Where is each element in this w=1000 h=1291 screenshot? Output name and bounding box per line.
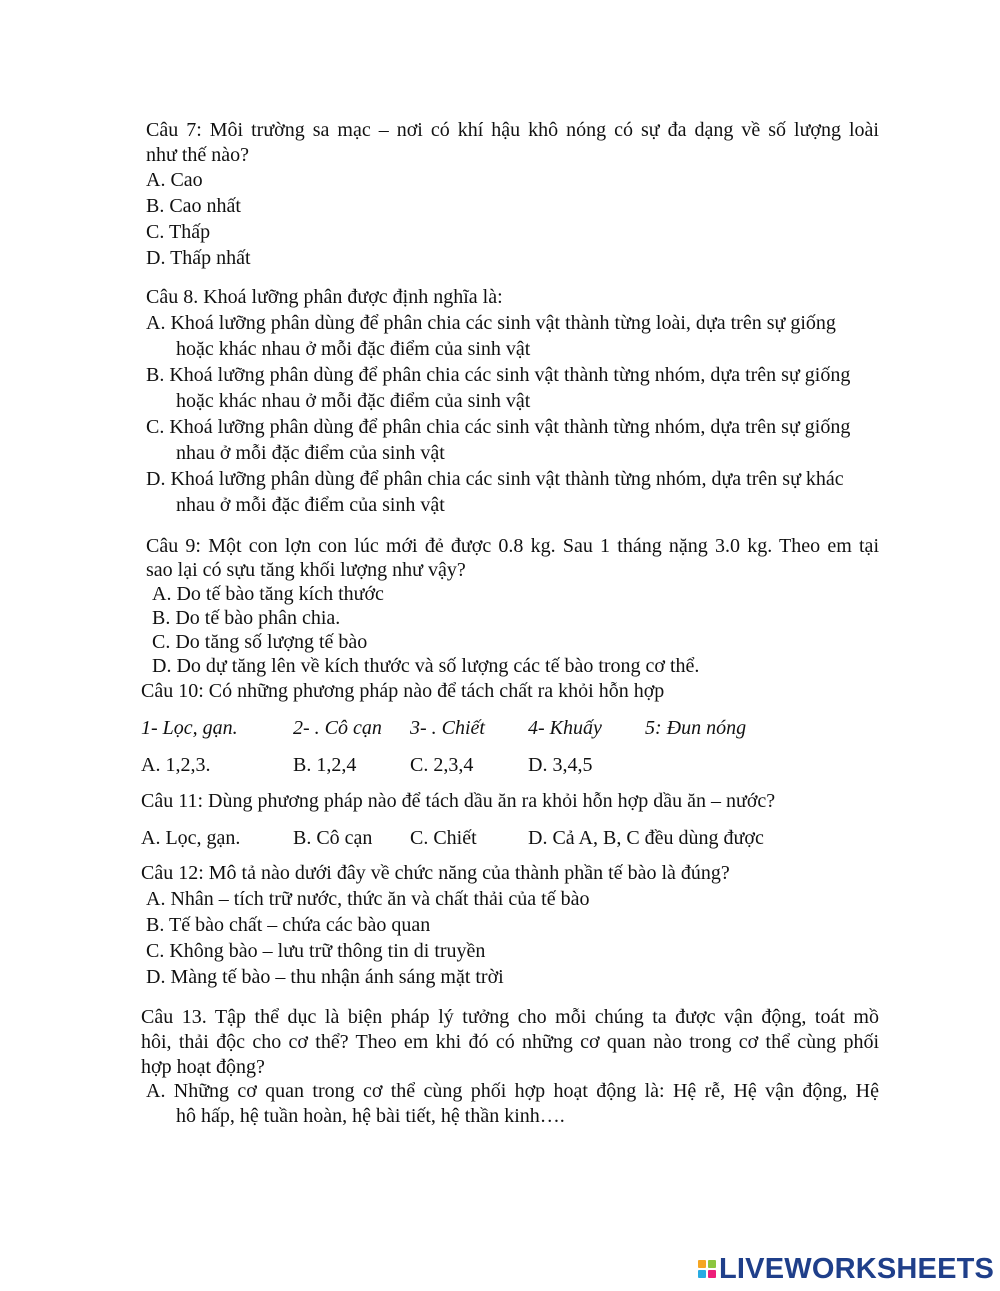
q13-option-a-line-1: A. Những cơ quan trong cơ thể cùng phối hợp hoạt động là: Hệ rễ, Hệ vận động, Hệ [146,1080,879,1102]
q10-option-b: B. 1,2,4 [293,754,357,776]
logo-mark-icon [698,1260,716,1278]
q11-question: Câu 11: Dùng phương pháp nào để tách dầu ăn ra khỏi hỗn hợp dầu ăn – nước? [141,790,776,812]
logo-text: LIVEWORKSHEETS [719,1253,995,1285]
q7-option-a: A. Cao [146,169,203,191]
q10-method-3: 3- . Chiết [410,717,485,739]
q8-option-b-line-1: B. Khoá lưỡng phân dùng để phân chia các sinh vật thành từng nhóm, dựa trên sự giống [146,364,851,386]
q8-option-d-line-1: D. Khoá lưỡng phân dùng để phân chia các sinh vật thành từng nhóm, dựa trên sự khác [146,468,844,490]
q7-text-line-1: Câu 7: Môi trường sa mạc – nơi có khí hậu khô nóng có sự đa dạng về số lượng loài [146,119,879,141]
q11-option-d: D. Cả A, B, C đều dùng được [528,827,764,849]
logo-square-1 [698,1260,706,1268]
q7-option-d: D. Thấp nhất [146,247,251,269]
q10-method-4: 4- Khuấy [528,717,602,739]
q10-option-a: A. 1,2,3. [141,754,211,776]
logo-square-3 [698,1270,706,1278]
q13-text-line-2: hôi, thải độc cho cơ thể? Theo em khi đó có những cơ quan nào trong cơ thể cùng phối [141,1031,879,1053]
q12-question: Câu 12: Mô tả nào dưới đây về chức năng của thành phần tế bào là đúng? [141,862,730,884]
q8-option-c-line-2: nhau ở mỗi đặc điểm của sinh vật [176,442,445,464]
q13-option-a-line-2: hô hấp, hệ tuần hoàn, hệ bài tiết, hệ thần kinh…. [176,1105,565,1127]
q10-question: Câu 10: Có những phương pháp nào để tách chất ra khỏi hỗn hợp [141,680,665,702]
q12-option-c: C. Không bào – lưu trữ thông tin di truyền [146,940,486,962]
q8-option-d-line-2: nhau ở mỗi đặc điểm của sinh vật [176,494,445,516]
q10-method-1: 1- Lọc, gạn. [141,717,238,739]
logo-square-4 [708,1270,716,1278]
q8-option-a-line-1: A. Khoá lưỡng phân dùng để phân chia các sinh vật thành từng loài, dựa trên sự giống [146,312,836,334]
q9-text-line-2: sao lại có sựu tăng khối lượng như vậy? [146,559,466,581]
q11-option-c: C. Chiết [410,827,477,849]
q8-question: Câu 8. Khoá lưỡng phân được định nghĩa là: [146,286,503,308]
q13-text-line-3: hợp hoạt động? [141,1056,265,1078]
q9-text-line-1: Câu 9: Một con lợn con lúc mới đẻ được 0.8 kg. Sau 1 tháng nặng 3.0 kg. Theo em tại [146,535,879,557]
q7-option-c: C. Thấp [146,221,211,243]
q9-option-b: B. Do tế bào phân chia. [152,607,341,629]
q12-option-d: D. Màng tế bào – thu nhận ánh sáng mặt trời [146,966,504,988]
q10-method-5: 5: Đun nóng [645,717,747,739]
q10-option-d: D. 3,4,5 [528,754,593,776]
q12-option-b: B. Tế bào chất – chứa các bào quan [146,914,431,936]
q12-option-a: A. Nhân – tích trữ nước, thức ăn và chất thải của tế bào [146,888,590,910]
liveworksheets-logo [698,1254,994,1284]
q10-option-c: C. 2,3,4 [410,754,474,776]
logo-square-2 [708,1260,716,1268]
q10-method-2: 2- . Cô cạn [293,717,382,739]
q8-option-c-line-1: C. Khoá lưỡng phân dùng để phân chia các sinh vật thành từng nhóm, dựa trên sự giống [146,416,851,438]
q9-option-a: A. Do tế bào tăng kích thước [152,583,384,605]
q7-option-b: B. Cao nhất [146,195,241,217]
q9-option-d: D. Do dự tăng lên về kích thước và số lượng các tế bào trong cơ thể. [152,655,700,677]
q9-option-c: C. Do tăng số lượng tế bào [152,631,368,653]
q11-option-b: B. Cô cạn [293,827,373,849]
q8-option-a-line-2: hoặc khác nhau ở mỗi đặc điểm của sinh vật [176,338,531,360]
q8-option-b-line-2: hoặc khác nhau ở mỗi đặc điểm của sinh vật [176,390,531,412]
q11-option-a: A. Lọc, gạn. [141,827,241,849]
q13-text-line-1: Câu 13. Tập thể dục là biện pháp lý tưởng cho mỗi chúng ta được vận động, toát mồ [141,1006,879,1028]
q7-text-line-2: như thế nào? [146,144,250,166]
